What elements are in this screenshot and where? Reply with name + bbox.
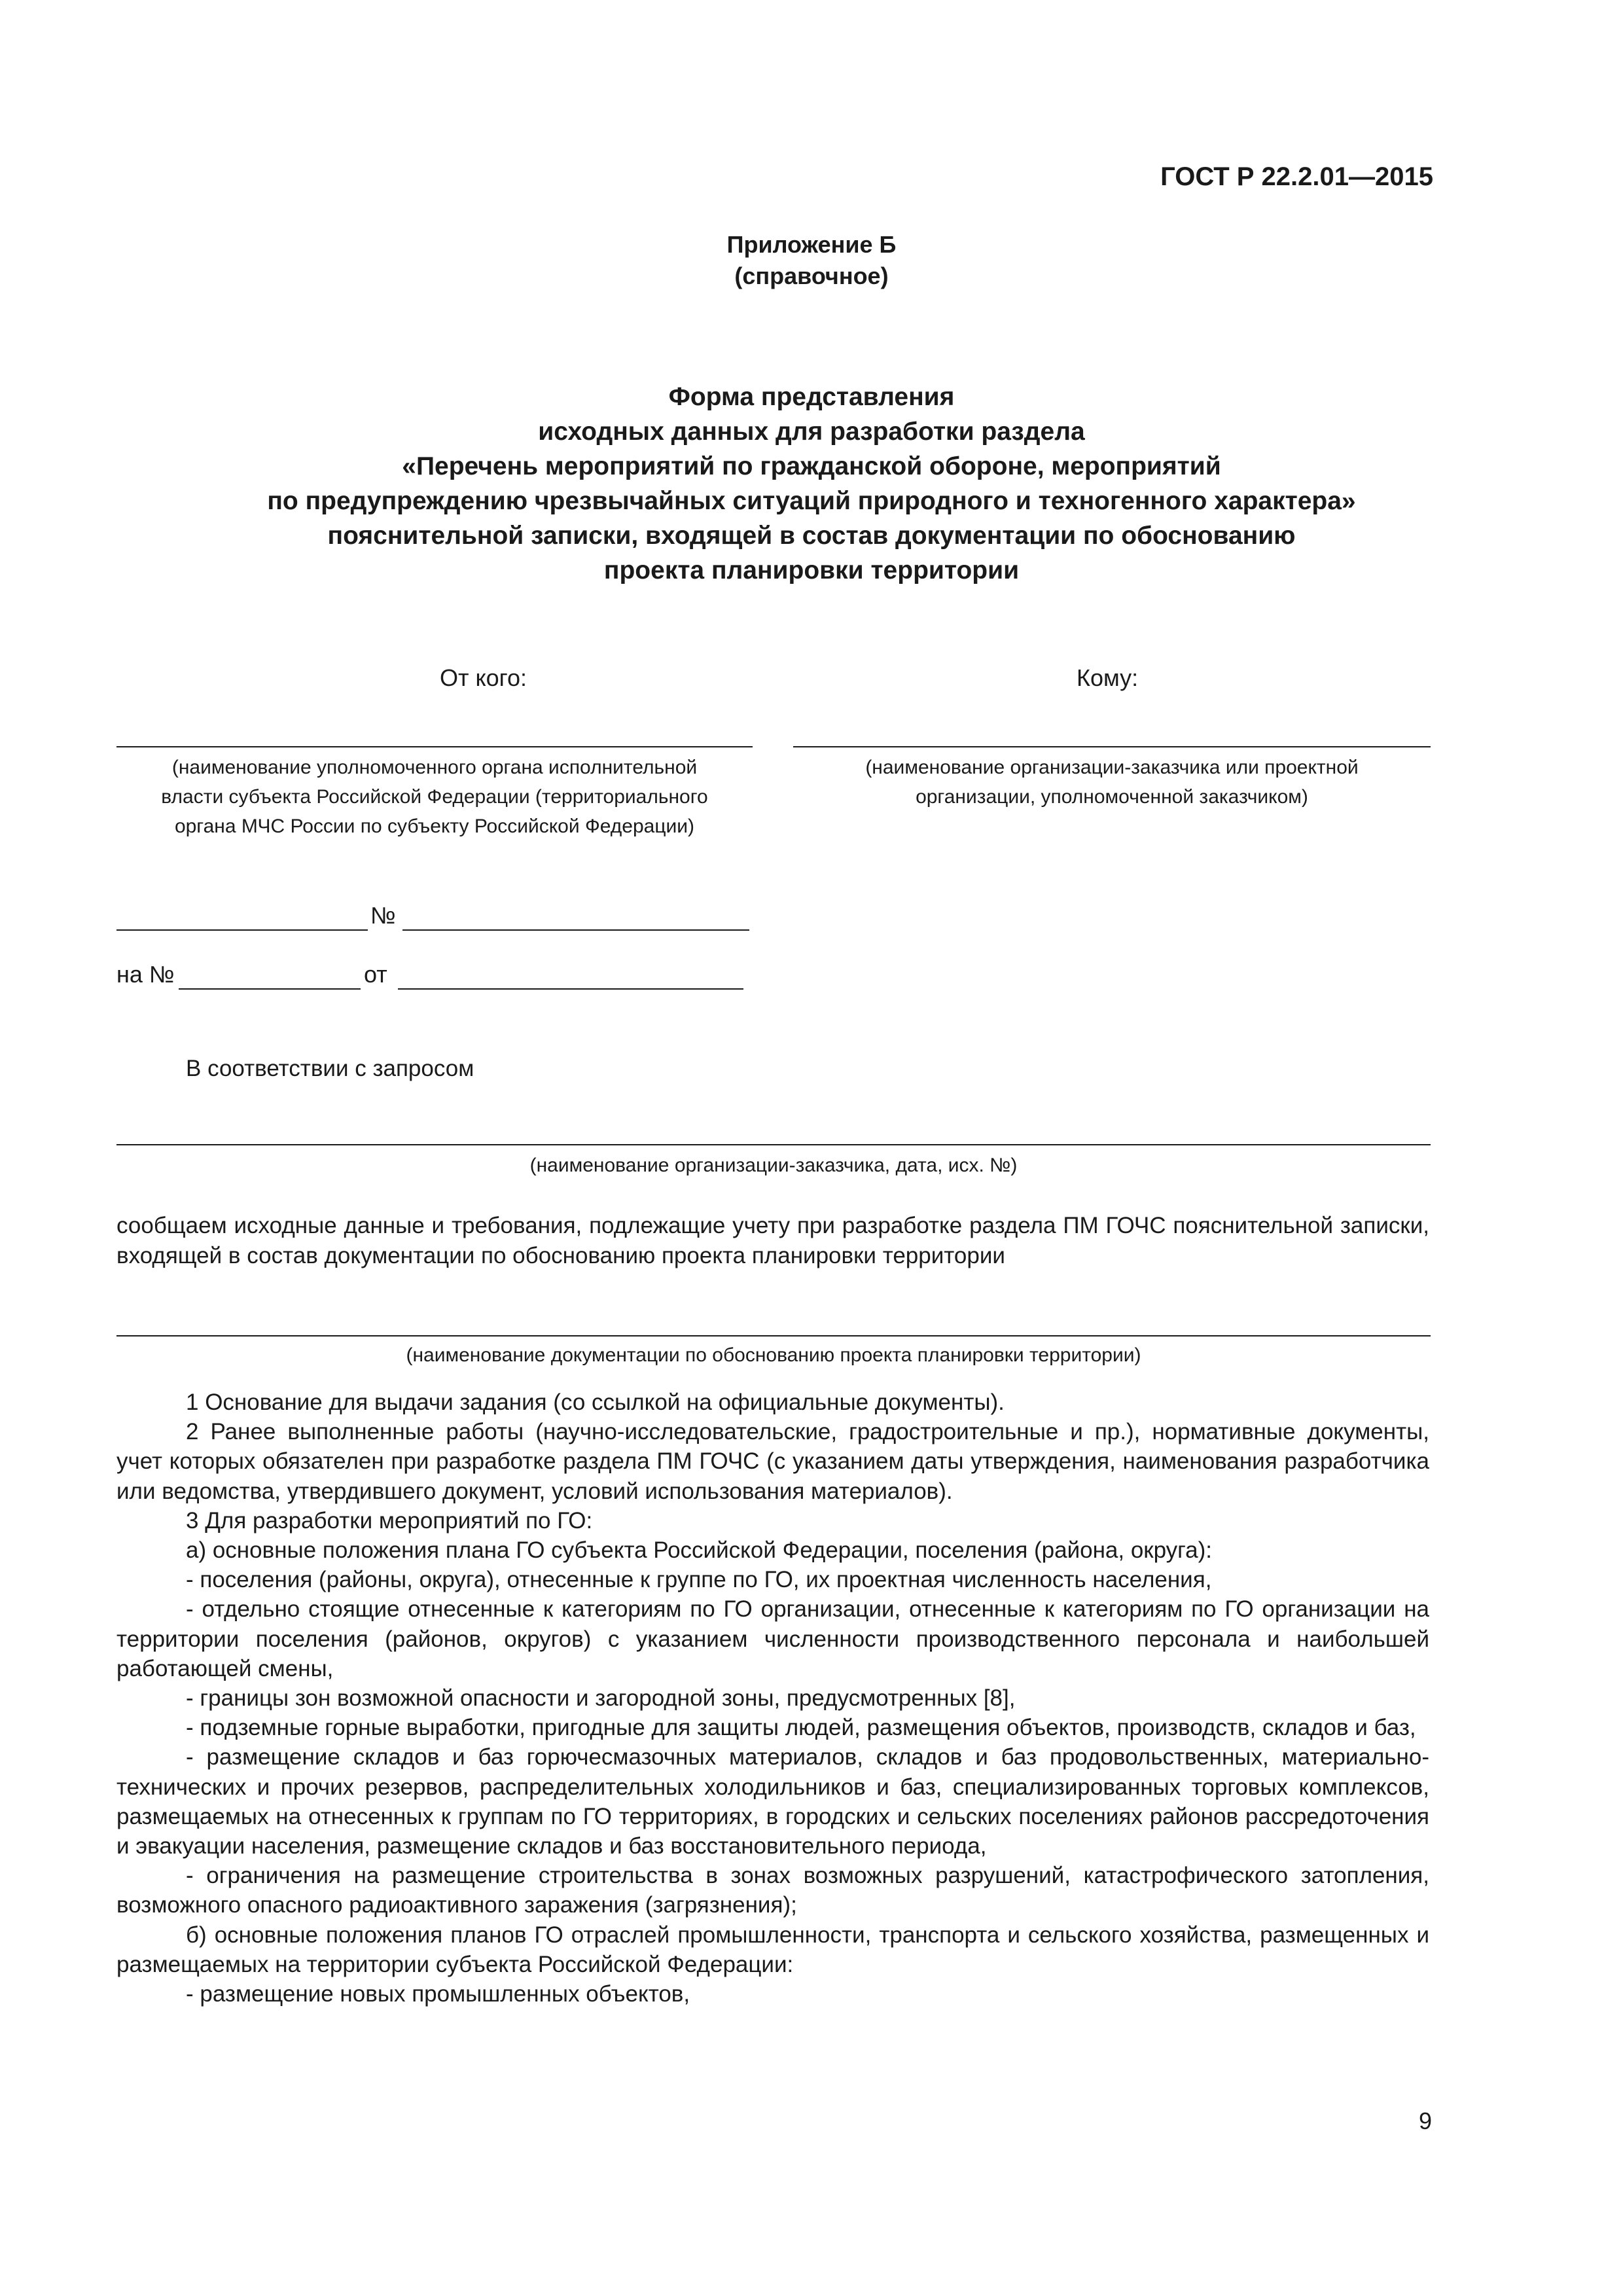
from-field-line[interactable]	[116, 746, 753, 747]
request-caption: (наименование организации-заказчика, дата, исх. №)	[529, 1155, 1018, 1176]
request-text: В соответствии с запросом	[186, 1056, 474, 1081]
to-caption-line: (наименование организации-заказчика или проектной	[865, 757, 1359, 778]
list-item: 3 Для разработки мероприятий по ГО:	[186, 1507, 593, 1534]
report-text: сообщаем исходные данные и требования, подлежащие учету при разработке раздела ПМ ГОЧС пояснительной записки, входящей в состав документации по обоснованию проекта планировки территории	[116, 1213, 1429, 1268]
form-title-line: по предупреждению чрезвычайных ситуаций природного и техногенного характера»	[267, 487, 1356, 515]
form-title-line: проекта планировки территории	[603, 556, 1020, 584]
reference-number-field-line[interactable]	[179, 988, 361, 990]
page-number: 9	[1418, 2108, 1432, 2134]
no-label: №	[370, 902, 396, 929]
appendix-type: (справочное)	[734, 262, 889, 289]
list-item: - подземные горные выработки, пригодные для защиты людей, размещения объектов, производств, складов и баз,	[186, 1715, 1416, 1741]
form-title	[0, 380, 1623, 588]
list-item: б) основные положения планов ГО отраслей промышленности, транспорта и сельского хозяйства, размещенных и размещаемых на территории субъекта Российской Федерации:	[116, 1922, 1429, 1977]
appendix-title: Приложение Б	[726, 231, 897, 258]
requirements-list	[116, 1388, 1429, 2009]
from-caption-line: органа МЧС России по субъекту Российской Федерации)	[174, 816, 695, 837]
request-field-line[interactable]	[116, 1144, 1431, 1145]
list-item: - границы зон возможной опасности и загородной зоны, предусмотренных [8],	[186, 1685, 1016, 1712]
standard-code: ГОСТ Р 22.2.01—2015	[1160, 162, 1433, 191]
from-label: От кого:	[440, 664, 527, 691]
documentation-field-line[interactable]	[116, 1335, 1431, 1336]
form-title-line: Форма представления	[668, 383, 955, 411]
list-item: - отдельно стоящие отнесенные к категориям по ГО организации, отнесенные к категориям по ГО организации на территории поселения (районов, округов) с указанием численности производственного персонала и наибольшей работающей смены,	[116, 1596, 1429, 1681]
form-title-line: пояснительной записки, входящей в состав документации по обоснованию	[327, 522, 1296, 550]
from-caption	[116, 753, 753, 841]
to-label: Кому:	[1077, 664, 1139, 691]
outgoing-date-field-line[interactable]	[116, 929, 368, 931]
from-caption-line: власти субъекта Российской Федерации (территориального	[161, 786, 708, 808]
list-item: 1 Основание для выдачи задания (со ссылкой на официальные документы).	[186, 1390, 1005, 1415]
list-item: - размещение складов и баз горючесмазочных материалов, складов и баз продовольственных, материально-технических и прочих резервов, распределительных холодильников и баз, специализированных торговых комплексов, размещаемых на отнесенных к группам по ГО территориях, в городских и сельских поселениях районов рассредоточения и эвакуации населения, размещение складов и баз восстановительного периода,	[116, 1744, 1429, 1859]
list-item: 2 Ранее выполненные работы (научно-исследовательские, градостроительные и пр.), нормативные документы, учет которых обязателен при разработке раздела ПМ ГОЧС (с указанием даты утверждения, наименования разработчика или ведомства, утвердившего документ, условий использования материалов).	[116, 1419, 1429, 1504]
ot-label: от	[364, 961, 387, 988]
list-item: - поселения (районы, округа), отнесенные к группе по ГО, их проектная численность населения,	[186, 1567, 1212, 1593]
na-no-label: на №	[116, 961, 175, 988]
appendix-heading	[0, 229, 1623, 292]
to-caption	[793, 753, 1431, 812]
list-item: - ограничения на размещение строительства в зонах возможных разрушений, катастрофического затопления, возможного опасного радиоактивного заражения (загрязнения);	[116, 1863, 1429, 1918]
to-caption-line: организации, уполномоченной заказчиком)	[916, 786, 1308, 808]
list-item: а) основные положения плана ГО субъекта Российской Федерации, поселения (района, округа):	[186, 1537, 1213, 1564]
reference-date-field-line[interactable]	[398, 988, 743, 990]
form-title-line: «Перечень мероприятий по гражданской обороне, мероприятий	[402, 452, 1221, 480]
list-item: - размещение новых промышленных объектов,	[186, 1981, 690, 2007]
documentation-caption: (наименование документации по обоснованию проекта планировки территории)	[406, 1344, 1141, 1366]
form-title-line: исходных данных для разработки раздела	[538, 418, 1085, 446]
outgoing-number-field-line[interactable]	[402, 929, 749, 931]
to-field-line[interactable]	[793, 746, 1431, 747]
from-caption-line: (наименование уполномоченного органа исполнительной	[171, 757, 698, 778]
